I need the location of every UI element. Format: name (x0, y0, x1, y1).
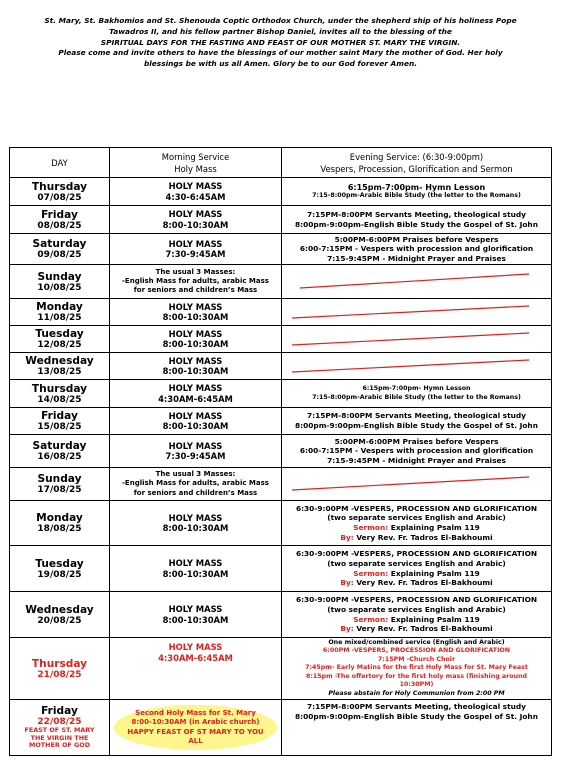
morning-cell: HOLY MASS 4:30-6:45AM (110, 178, 282, 206)
intro-line: Tawadros II, and his fellow partner Bishop Daniel, invites all to the blessing of the (109, 26, 452, 36)
morning-cell: HOLY MASS 8:00-10:30AM (110, 501, 282, 546)
evening-cell: 6:15pm-7:00pm- Hymn Lesson 7:15-8:00pm-Arabic Bible Study (the letter to the Romans) (282, 380, 552, 408)
table-row (10, 435, 552, 468)
header-day: DAY (10, 148, 110, 178)
evening-cell-cancelled (282, 299, 552, 326)
by-label: By: (340, 578, 354, 588)
table-row (10, 265, 552, 299)
day-cell: Sunday 17/08/25 (10, 468, 110, 501)
sermon-label: Sermon: (353, 568, 389, 578)
sermon-label: Sermon: (353, 523, 389, 532)
evening-cell-cancelled (282, 265, 552, 299)
table-row (10, 468, 552, 501)
day-cell: Monday 11/08/25 (10, 299, 110, 326)
evening-cell: 6:30-9:00PM -VESPERS, PROCESSION AND GLORIFICATION (two separate services English and Arabic) Sermon: Explaining Psalm 119 By: Very Rev. Fr. Tadros El-Bakhoumi (282, 592, 552, 638)
morning-cell: The usual 3 Masses: -English Mass for adults, arabic Mass for seniors and children’s Mass (110, 265, 282, 299)
evening-cell: 6:30-9:00PM -VESPERS, PROCESSION AND GLORIFICATION (two separate services English and Arabic) Sermon: Explaining Psalm 119 By: Very Rev. Fr. Tadros El-Bakhoumi (282, 501, 552, 546)
day-cell: Friday 08/08/25 (10, 206, 110, 234)
day-cell: Thursday 07/08/25 (10, 178, 110, 206)
table-row (10, 638, 552, 700)
day-cell: Wednesday 13/08/25 (10, 353, 110, 380)
table-row (10, 380, 552, 408)
day-cell: Friday 15/08/25 (10, 408, 110, 435)
morning-cell: HOLY MASS 7:30-9:45AM (110, 435, 282, 468)
day-cell: Sunday 10/08/25 (10, 265, 110, 299)
day-cell: Friday 22/08/25 FEAST OF ST. MARY THE VIRGIN THE MOTHER OF GOD (10, 700, 110, 756)
evening-cell-cancelled (282, 326, 552, 353)
morning-cell: The usual 3 Masses: -English Mass for adults, arabic Mass for seniors and children’s Mass (110, 468, 282, 501)
day-cell: Wednesday 20/08/25 (10, 592, 110, 638)
morning-cell: HOLY MASS 7:30-9:45AM (110, 234, 282, 265)
morning-cell: HOLY MASS 4:30AM-6:45AM (110, 638, 282, 700)
day-cell: Monday 18/08/25 (10, 501, 110, 546)
table-row (10, 299, 552, 326)
evening-cell-cancelled (282, 468, 552, 501)
day-cell: Tuesday 12/08/25 (10, 326, 110, 353)
table-row (10, 206, 552, 234)
evening-cell: 7:15PM-8:00PM Servants Meeting, theological study 8:00pm-9:00pm-English Bible Study the Gospel of St. John (282, 408, 552, 435)
table-row (10, 353, 552, 380)
intro-line: blessings be with us all Amen. Glory be to our God forever Amen. (143, 59, 418, 69)
table-row (10, 501, 552, 546)
table-row (10, 700, 552, 756)
evening-cell: 7:15PM-8:00PM Servants Meeting, theological study 8:00pm-9:00pm-English Bible Study the Gospel of St. John (282, 206, 552, 234)
day-cell: Saturday 16/08/25 (10, 435, 110, 468)
invitation-text (6, 16, 555, 70)
intro-line: Please come and invite others to have the blessings of our mother saint Mary the mother of God. Her holy (58, 48, 503, 58)
by-label: By: (340, 532, 354, 542)
feast-highlight: Second Holy Mass for St. Mary 8:00-10:30AM (in Arabic church) HAPPY FEAST OF ST MARY TO YOU ALL (114, 705, 277, 750)
evening-cell: 5:00PM-6:00PM Praises before Vespers 6:00-7:15PM - Vespers with procession and glorification 7:15-9:45PM - Midnight Prayer and Praises (282, 234, 552, 265)
day-cell: Thursday 14/08/25 (10, 380, 110, 408)
day-cell: Thursday 21/08/25 (10, 638, 110, 700)
evening-cell-cancelled (282, 353, 552, 380)
table-row (10, 592, 552, 638)
header-evening: Evening Service: (6:30-9:00pm) Vespers, Procession, Glorification and Sermon (282, 148, 552, 178)
evening-cell: 5:00PM-6:00PM Praises before Vespers 6:00-7:15PM - Vespers with procession and glorification 7:15-9:45PM - Midnight Prayer and Praises (282, 435, 552, 468)
morning-cell: HOLY MASS 8:00-10:30AM (110, 206, 282, 234)
day-cell: Tuesday 19/08/25 (10, 546, 110, 592)
table-row (10, 234, 552, 265)
evening-cell: One mixed/combined service (English and Arabic) 6:00PM -VESPERS, PROCESSION AND GLORIFICATION 7:15PM -Church Choir 7:45pm- Early Matins for the first Holy Mass for St. Mary Feast 8:15pm -The offertory for the first holy mass (finishing around 10:30PM) Please abstain for Holy Communion from 2:00 PM (282, 638, 552, 700)
morning-cell: HOLY MASS 8:00-10:30AM (110, 326, 282, 353)
table-row (10, 326, 552, 353)
table-row (10, 178, 552, 206)
morning-cell: HOLY MASS 4:30AM-6:45AM (110, 380, 282, 408)
intro-line: St. Mary, St. Bakhomios and St. Shenouda Coptic Orthodox Church, under the shepherd ship of his holiness Pope (44, 16, 517, 25)
header-morning: Morning Service Holy Mass (110, 148, 282, 178)
evening-cell: 6:15pm-7:00pm- Hymn Lesson 7:15-8:00pm-Arabic Bible Study (the letter to the Romans) (282, 178, 552, 206)
by-label: By: (340, 624, 354, 634)
morning-cell (110, 700, 282, 756)
table-row (10, 408, 552, 435)
header-row (10, 148, 552, 178)
sermon-label: Sermon: (353, 614, 389, 624)
morning-cell: HOLY MASS 8:00-10:30AM (110, 546, 282, 592)
morning-cell: HOLY MASS 8:00-10:30AM (110, 408, 282, 435)
morning-cell: HOLY MASS 8:00-10:30AM (110, 592, 282, 638)
schedule-table (9, 147, 552, 756)
morning-cell: HOLY MASS 8:00-10:30AM (110, 299, 282, 326)
evening-cell: 7:15PM-8:00PM Servants Meeting, theological study 8:00pm-9:00pm-English Bible Study the Gospel of St. John (282, 700, 552, 756)
evening-cell: 6:30-9:00PM -VESPERS, PROCESSION AND GLORIFICATION (two separate services English and Arabic) Sermon: Explaining Psalm 119 By: Very Rev. Fr. Tadros El-Bakhoumi (282, 546, 552, 592)
day-cell: Saturday 09/08/25 (10, 234, 110, 265)
table-row (10, 546, 552, 592)
intro-line: SPIRITUAL DAYS FOR THE FASTING AND FEAST OF OUR MOTHER ST. MARY THE VIRGIN. (100, 37, 461, 47)
morning-cell: HOLY MASS 8:00-10:30AM (110, 353, 282, 380)
